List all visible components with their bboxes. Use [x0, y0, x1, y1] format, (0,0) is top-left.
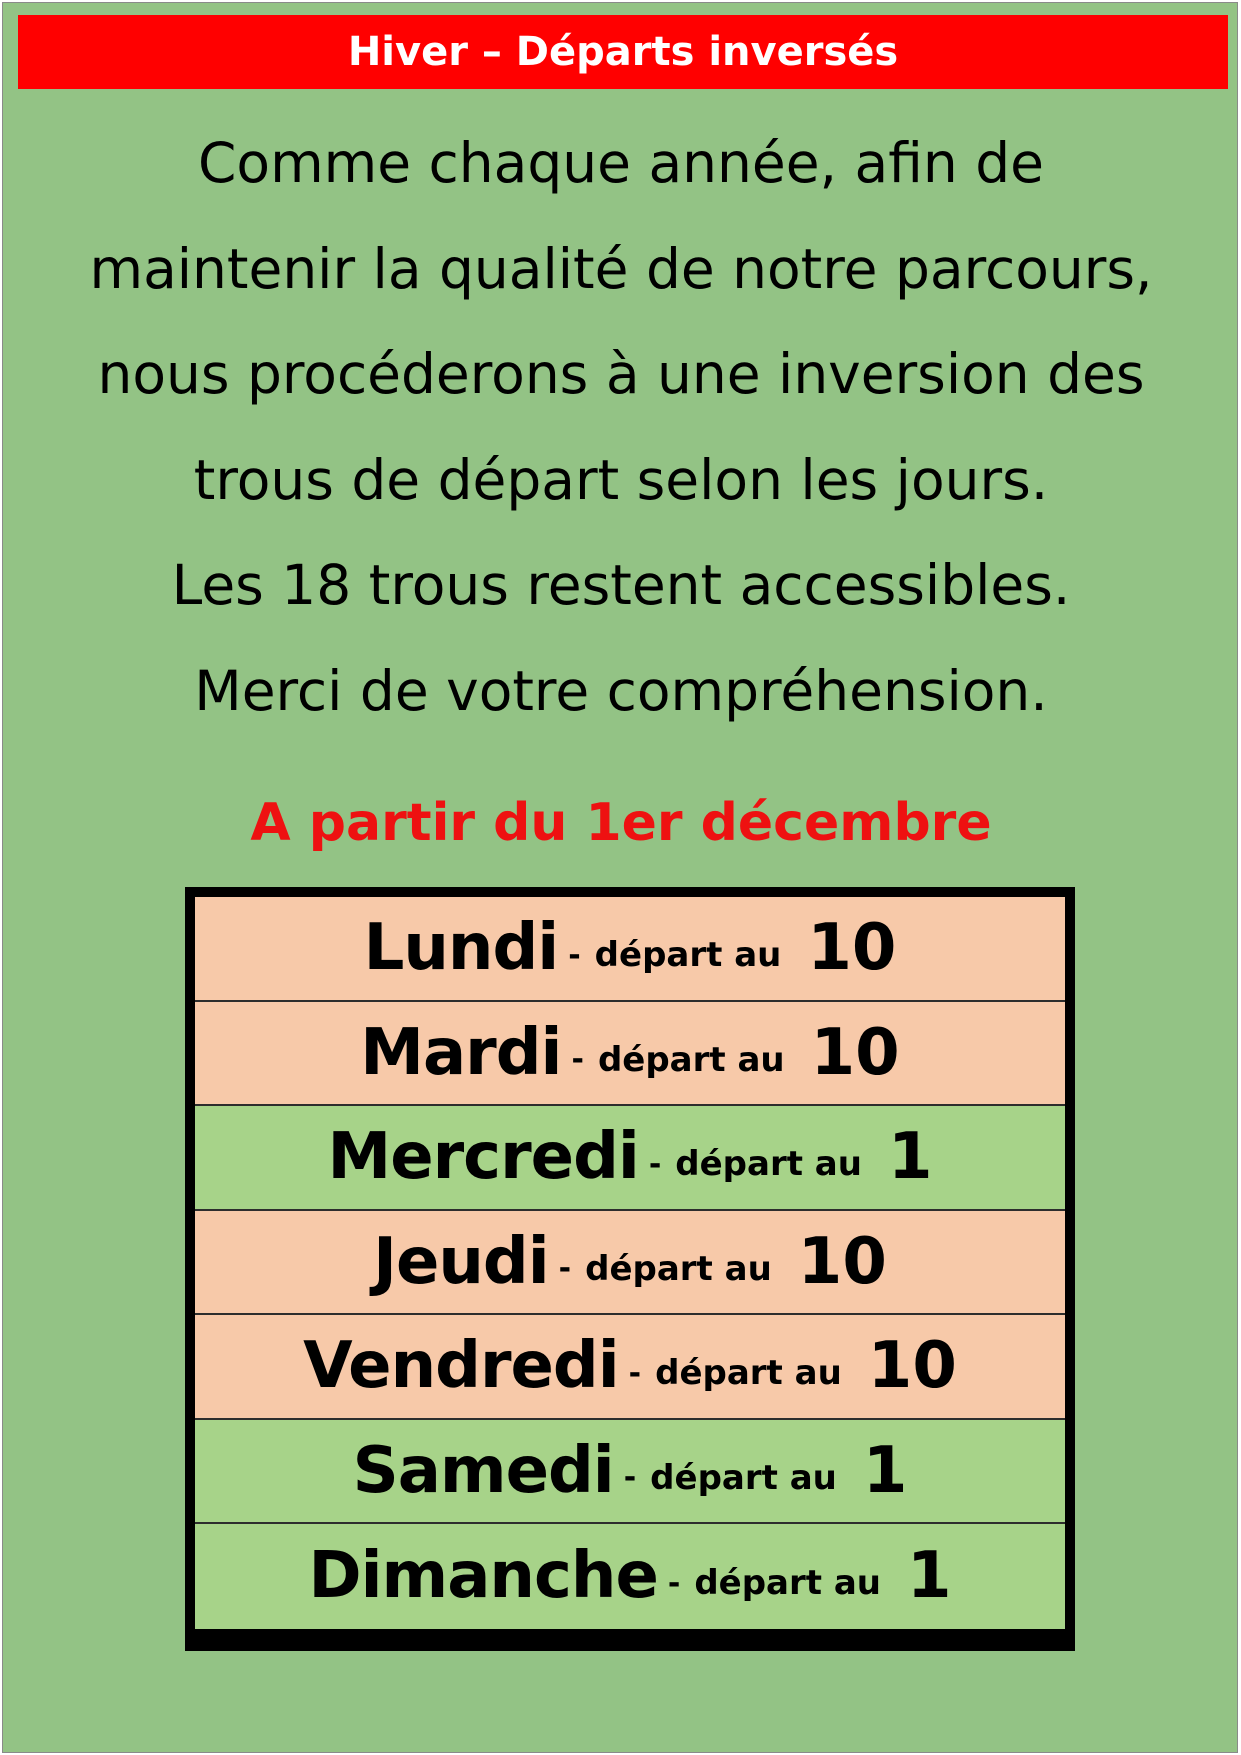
start-hole: 1	[907, 1539, 952, 1614]
start-hole: 1	[887, 1120, 933, 1195]
separator: -	[558, 1251, 572, 1287]
schedule-row-samedi	[195, 1420, 1065, 1525]
effective-date-heading: A partir du 1er décembre	[250, 793, 992, 853]
message-line: nous procéderons à une inversion des	[97, 342, 1145, 406]
depart-label: départ au	[585, 1248, 772, 1289]
day-label: Dimanche	[308, 1539, 658, 1614]
schedule-row-mercredi	[195, 1106, 1065, 1211]
message-line: Merci de votre compréhension.	[194, 658, 1048, 723]
start-hole: 10	[810, 1015, 900, 1090]
message-line: maintenir la qualité de notre parcours,	[89, 236, 1153, 301]
start-hole: 10	[797, 1224, 887, 1299]
depart-label: départ au	[594, 935, 782, 976]
schedule-row-dimanche	[195, 1524, 1065, 1629]
separator: -	[568, 937, 581, 973]
separator: -	[628, 1355, 642, 1391]
title-banner	[18, 15, 1228, 89]
depart-label: départ au	[655, 1353, 842, 1394]
separator: -	[667, 1565, 681, 1601]
day-label: Mercredi	[327, 1120, 639, 1195]
notice-poster	[2, 2, 1238, 1753]
message-line: trous de départ selon les jours.	[193, 447, 1049, 512]
schedule-row-lundi	[195, 897, 1065, 1002]
separator: -	[648, 1146, 662, 1182]
depart-label: départ au	[694, 1563, 881, 1604]
message-line: Comme chaque année, afin de	[198, 131, 1044, 195]
day-label: Jeudi	[373, 1224, 549, 1299]
schedule-row-jeudi	[195, 1211, 1065, 1316]
day-label: Samedi	[352, 1433, 614, 1508]
depart-label: départ au	[675, 1144, 862, 1185]
start-hole: 10	[807, 911, 897, 986]
day-label: Vendredi	[303, 1329, 619, 1404]
schedule-row-mardi	[195, 1002, 1065, 1107]
separator: -	[571, 1042, 584, 1078]
message-line: Les 18 trous restent accessibles.	[171, 553, 1071, 617]
day-label: Lundi	[363, 911, 559, 986]
schedule-table	[185, 887, 1075, 1651]
start-hole: 10	[867, 1329, 957, 1404]
start-hole: 1	[862, 1433, 908, 1508]
notice-message	[3, 111, 1239, 744]
depart-label: départ au	[597, 1039, 785, 1080]
schedule-row-vendredi	[195, 1315, 1065, 1420]
day-label: Mardi	[360, 1015, 562, 1090]
depart-label: départ au	[650, 1457, 837, 1498]
separator: -	[623, 1460, 637, 1496]
banner-title: Hiver – Départs inversés	[347, 29, 899, 75]
